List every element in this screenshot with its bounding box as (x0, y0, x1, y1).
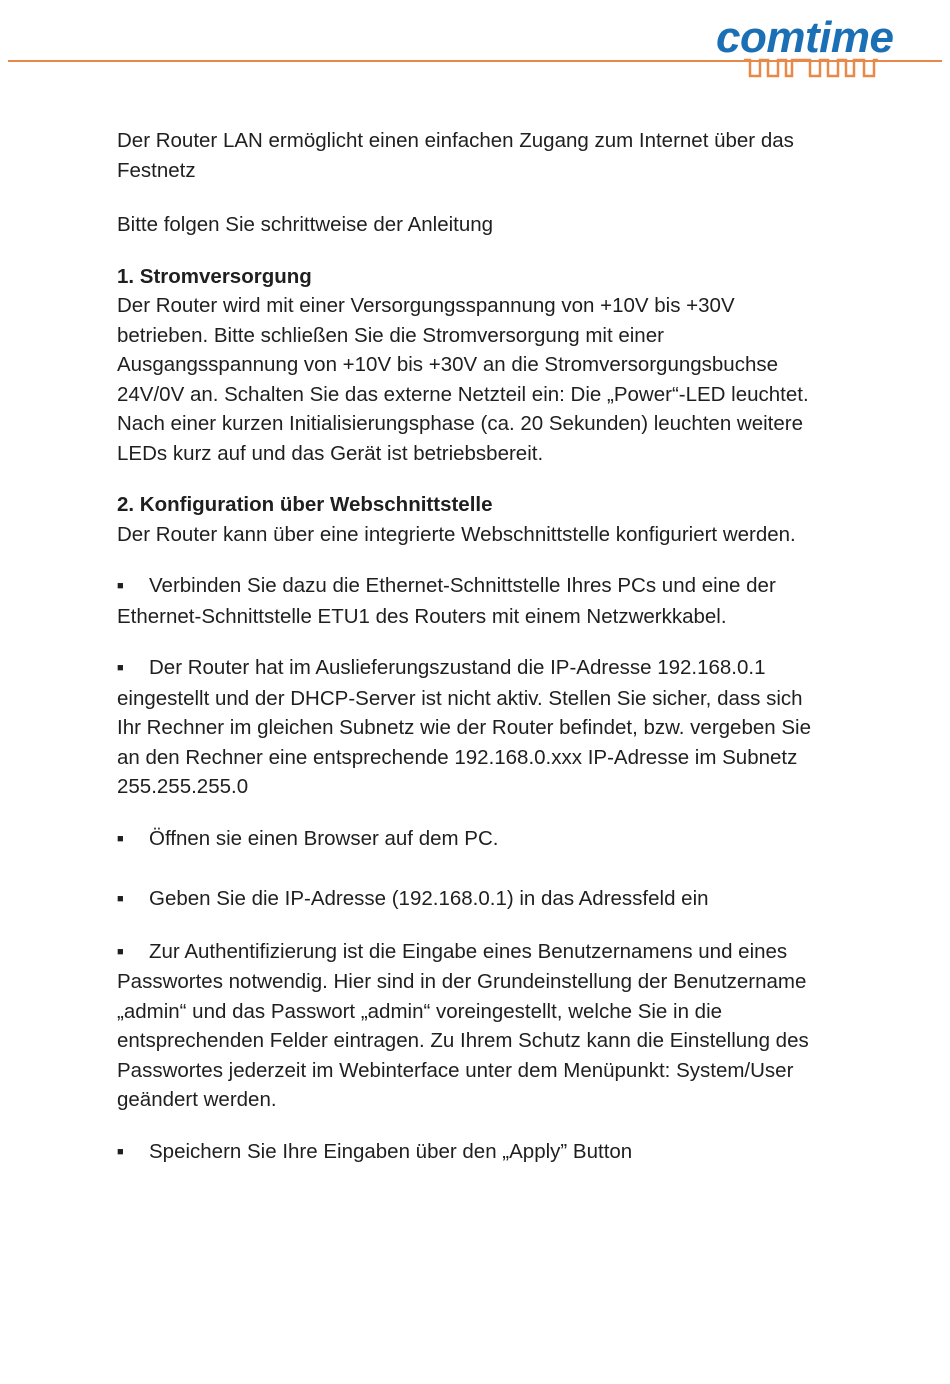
section1-line: betrieben. Bitte schließen Sie die Stromversorgung mit einer (117, 323, 664, 347)
comtime-logo (712, 13, 922, 84)
section1-line: Der Router wird mit einer Versorgungsspannung von +10V bis +30V (117, 294, 735, 317)
section-heading-power: 1. Stromversorgung (117, 264, 312, 288)
intro-line: Der Router LAN ermöglicht einen einfachen Zugang zum Internet über das (117, 129, 794, 152)
section1-line: LEDs kurz auf und das Gerät ist betriebsbereit. (117, 441, 544, 465)
bullet-square-icon: ■ (117, 945, 124, 958)
bullet-continuation: Passwortes jederzeit im Webinterface unter dem Menüpunkt: System/User (117, 1058, 794, 1082)
section-heading-web-config: 2. Konfiguration über Webschnittstelle (117, 493, 493, 516)
document-body (117, 126, 897, 1167)
bullet-item: ■ Speichern Sie Ihre Eingaben über den „Apply” Button (117, 1137, 897, 1168)
bullet-square-icon: ■ (117, 662, 124, 674)
bullet-continuation: Ihr Rechner im gleichen Subnetz wie der Router befindet, bzw. vergeben Sie (117, 716, 811, 739)
intro-instruction: Bitte folgen Sie schrittweise der Anleitung (117, 213, 494, 236)
bullet-item: ■ Verbinden Sie dazu die Ethernet-Schnittstelle Ihres PCs und eine der (117, 571, 897, 602)
bullet-item: ■ Öffnen sie einen Browser auf dem PC. (117, 824, 897, 855)
bullet-square-icon: ■ (117, 580, 124, 592)
section1-line: Ausgangsspannung von +10V bis +30V an die Stromversorgungsbuchse (117, 353, 779, 376)
bullet-continuation: eingestellt und der DHCP-Server ist nicht aktiv. Stellen Sie sicher, dass sich (117, 686, 803, 710)
bullet-square-icon: ■ (117, 1145, 124, 1158)
bullet-continuation: entsprechenden Felder eintragen. Zu Ihrem Schutz kann die Einstellung des (117, 1029, 809, 1052)
bullet-continuation: geändert werden. (117, 1088, 277, 1111)
intro-line: Festnetz (117, 158, 196, 182)
bullet-square-icon: ■ (117, 893, 124, 905)
bullet-continuation: 255.255.255.0 (117, 775, 249, 798)
bullet-item: ■ Zur Authentifizierung ist die Eingabe eines Benutzernamens und eines (117, 937, 897, 968)
section1-line: 24V/0V an. Schalten Sie das externe Netzteil ein: Die „Power“-LED leuchtet. (117, 382, 809, 406)
logo-text: comtime (716, 13, 894, 62)
bullet-square-icon: ■ (117, 832, 124, 845)
section2-intro: Der Router kann über eine integrierte Webschnittstelle konfiguriert werden. (117, 522, 796, 546)
bullet-continuation: „admin“ und das Passwort „admin“ voreingestellt, welche Sie in die (117, 999, 723, 1023)
section1-line: Nach einer kurzen Initialisierungsphase (ca. 20 Sekunden) leuchten weitere (117, 412, 804, 435)
bullet-item: ■ Der Router hat im Auslieferungszustand die IP-Adresse 192.168.0.1 (117, 653, 897, 684)
bullet-item: ■ Geben Sie die IP-Adresse (192.168.0.1) in das Adressfeld ein (117, 884, 897, 915)
bullet-continuation: Passwortes notwendig. Hier sind in der Grundeinstellung der Benutzername (117, 970, 807, 993)
logo-pulse-graphic (744, 58, 878, 80)
bullet-continuation: an den Rechner eine entsprechende 192.168.0.xxx IP-Adresse im Subnetz (117, 745, 798, 769)
bullet-continuation: Ethernet-Schnittstelle ETU1 des Routers mit einem Netzwerkkabel. (117, 604, 727, 628)
